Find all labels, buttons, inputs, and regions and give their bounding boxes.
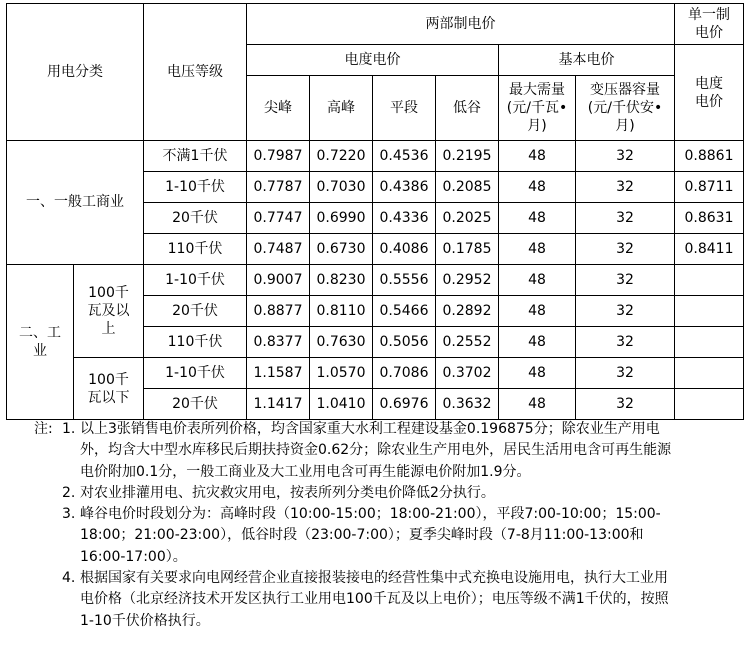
- transformer-capacity-cell: 32: [576, 265, 675, 296]
- note-number: 2.: [62, 484, 76, 501]
- max-demand-cell: 48: [499, 141, 576, 172]
- note-number: 1.: [62, 421, 76, 437]
- flat-price-cell: 0.4536: [373, 141, 436, 172]
- note-number: 4.: [62, 570, 76, 587]
- note-text: 以上3张销售电价表所列价格，均含国家重大水利工程建设基金0.196875分；除农业生产用电外，均含大中型水库移民后期扶持资金0.62分；除农业生产用电外，居民生活用电含可再生能源电价附加0.1分，一般工商业及大工业用电含可再生能源电价附加1.9分。: [80, 421, 672, 480]
- transformer-capacity-cell: 32: [576, 234, 675, 265]
- header-basic-price: 基本电价: [499, 45, 675, 76]
- notes-section: [34, 419, 674, 632]
- peak-price-cell: 1.0570: [310, 358, 373, 389]
- voltage-cell: 110千伏: [144, 327, 247, 358]
- max-demand-cell: 48: [499, 358, 576, 389]
- note-item: [34, 419, 674, 483]
- header-sharp-peak: 尖峰: [247, 76, 310, 141]
- sharp-price-cell: 0.7747: [247, 203, 310, 234]
- sharp-price-cell: 1.1417: [247, 389, 310, 420]
- max-demand-cell: 48: [499, 389, 576, 420]
- sharp-price-cell: 0.8377: [247, 327, 310, 358]
- peak-price-cell: 0.8110: [310, 296, 373, 327]
- sharp-price-cell: 0.7987: [247, 141, 310, 172]
- note-text: 对农业排灌用电、抗灾救灾用电，按表所列分类电价降低2分执行。: [80, 484, 495, 501]
- valley-price-cell: 0.2195: [436, 141, 499, 172]
- single-energy-price-cell: [675, 296, 744, 327]
- single-energy-price-cell: [675, 358, 744, 389]
- voltage-cell: 1-10千伏: [144, 265, 247, 296]
- max-demand-cell: 48: [499, 327, 576, 358]
- transformer-capacity-cell: 32: [576, 327, 675, 358]
- note-item: [34, 483, 674, 504]
- sharp-price-cell: 1.1587: [247, 358, 310, 389]
- flat-price-cell: 0.4086: [373, 234, 436, 265]
- valley-price-cell: 0.2952: [436, 265, 499, 296]
- max-demand-cell: 48: [499, 172, 576, 203]
- header-voltage: 电压等级: [144, 4, 247, 141]
- peak-price-cell: 0.6990: [310, 203, 373, 234]
- sharp-price-cell: 0.9007: [247, 265, 310, 296]
- max-demand-cell: 48: [499, 296, 576, 327]
- transformer-capacity-cell: 32: [576, 358, 675, 389]
- flat-price-cell: 0.6976: [373, 389, 436, 420]
- voltage-cell: 20千伏: [144, 389, 247, 420]
- voltage-cell: 110千伏: [144, 234, 247, 265]
- header-max-demand: 最大需量(元/千瓦•月): [499, 76, 576, 141]
- transformer-capacity-cell: 32: [576, 172, 675, 203]
- valley-price-cell: 0.3632: [436, 389, 499, 420]
- subgroup-100kw-and-above: 100千瓦及以上: [74, 265, 144, 358]
- voltage-cell: 不满1千伏: [144, 141, 247, 172]
- flat-price-cell: 0.5056: [373, 327, 436, 358]
- note-item: [34, 504, 674, 568]
- valley-price-cell: 0.2552: [436, 327, 499, 358]
- voltage-cell: 1-10千伏: [144, 358, 247, 389]
- header-valley: 低谷: [436, 76, 499, 141]
- voltage-cell: 20千伏: [144, 296, 247, 327]
- single-energy-price-cell: 0.8711: [675, 172, 744, 203]
- single-energy-price-cell: [675, 389, 744, 420]
- flat-price-cell: 0.5466: [373, 296, 436, 327]
- transformer-capacity-cell: 32: [576, 203, 675, 234]
- max-demand-cell: 48: [499, 265, 576, 296]
- header-flat: 平段: [373, 76, 436, 141]
- single-energy-price-cell: [675, 265, 744, 296]
- single-energy-price-cell: 0.8631: [675, 203, 744, 234]
- single-energy-price-cell: 0.8411: [675, 234, 744, 265]
- header-two-part-price: 两部制电价: [247, 4, 675, 45]
- note-text: 根据国家有关要求向电网经营企业直接报装接电的经营性集中式充换电设施用电，执行大工业用电价格（北京经济技术开发区执行工业用电100千瓦及以上电价）；电压等级不满1千伏的，按照1-10千伏价格执行。: [80, 570, 669, 629]
- note-item: [34, 568, 674, 632]
- notes-prefix: 注:: [34, 421, 53, 437]
- flat-price-cell: 0.4386: [373, 172, 436, 203]
- note-text: 峰谷电价时段划分为：高峰时段（10:00-15:00；18:00-21:00），平段7:00-10:00；15:00-18:00；21:00-23:00），低谷时段（23:00-7:00）；夏季尖峰时段（7-8月11:00-13:00和16:00-17:00）。: [80, 506, 661, 565]
- transformer-capacity-cell: 32: [576, 389, 675, 420]
- single-energy-price-cell: [675, 327, 744, 358]
- transformer-capacity-cell: 32: [576, 296, 675, 327]
- flat-price-cell: 0.4336: [373, 203, 436, 234]
- header-single-energy-price: 电度电价: [675, 45, 744, 141]
- transformer-capacity-cell: 32: [576, 141, 675, 172]
- header-transformer-capacity: 变压器容量(元/千伏安•月): [576, 76, 675, 141]
- valley-price-cell: 0.2892: [436, 296, 499, 327]
- group-general-commercial: 一、一般工商业: [7, 141, 144, 265]
- peak-price-cell: 0.6730: [310, 234, 373, 265]
- flat-price-cell: 0.5556: [373, 265, 436, 296]
- header-category: 用电分类: [7, 4, 144, 141]
- peak-price-cell: 0.7030: [310, 172, 373, 203]
- valley-price-cell: 0.2085: [436, 172, 499, 203]
- valley-price-cell: 0.3702: [436, 358, 499, 389]
- valley-price-cell: 0.1785: [436, 234, 499, 265]
- max-demand-cell: 48: [499, 234, 576, 265]
- peak-price-cell: 0.7220: [310, 141, 373, 172]
- header-energy-price: 电度电价: [247, 45, 499, 76]
- group-industry: 二、工业: [7, 265, 74, 420]
- flat-price-cell: 0.7086: [373, 358, 436, 389]
- electricity-price-table: [6, 3, 744, 420]
- sharp-price-cell: 0.8877: [247, 296, 310, 327]
- sharp-price-cell: 0.7787: [247, 172, 310, 203]
- single-energy-price-cell: 0.8861: [675, 141, 744, 172]
- note-number: 3.: [62, 506, 76, 523]
- peak-price-cell: 0.7630: [310, 327, 373, 358]
- voltage-cell: 1-10千伏: [144, 172, 247, 203]
- header-peak: 高峰: [310, 76, 373, 141]
- sharp-price-cell: 0.7487: [247, 234, 310, 265]
- voltage-cell: 20千伏: [144, 203, 247, 234]
- header-single-part-price: 单一制电价: [675, 4, 744, 45]
- valley-price-cell: 0.2025: [436, 203, 499, 234]
- subgroup-below-100kw: 100千瓦以下: [74, 358, 144, 420]
- max-demand-cell: 48: [499, 203, 576, 234]
- peak-price-cell: 1.0410: [310, 389, 373, 420]
- peak-price-cell: 0.8230: [310, 265, 373, 296]
